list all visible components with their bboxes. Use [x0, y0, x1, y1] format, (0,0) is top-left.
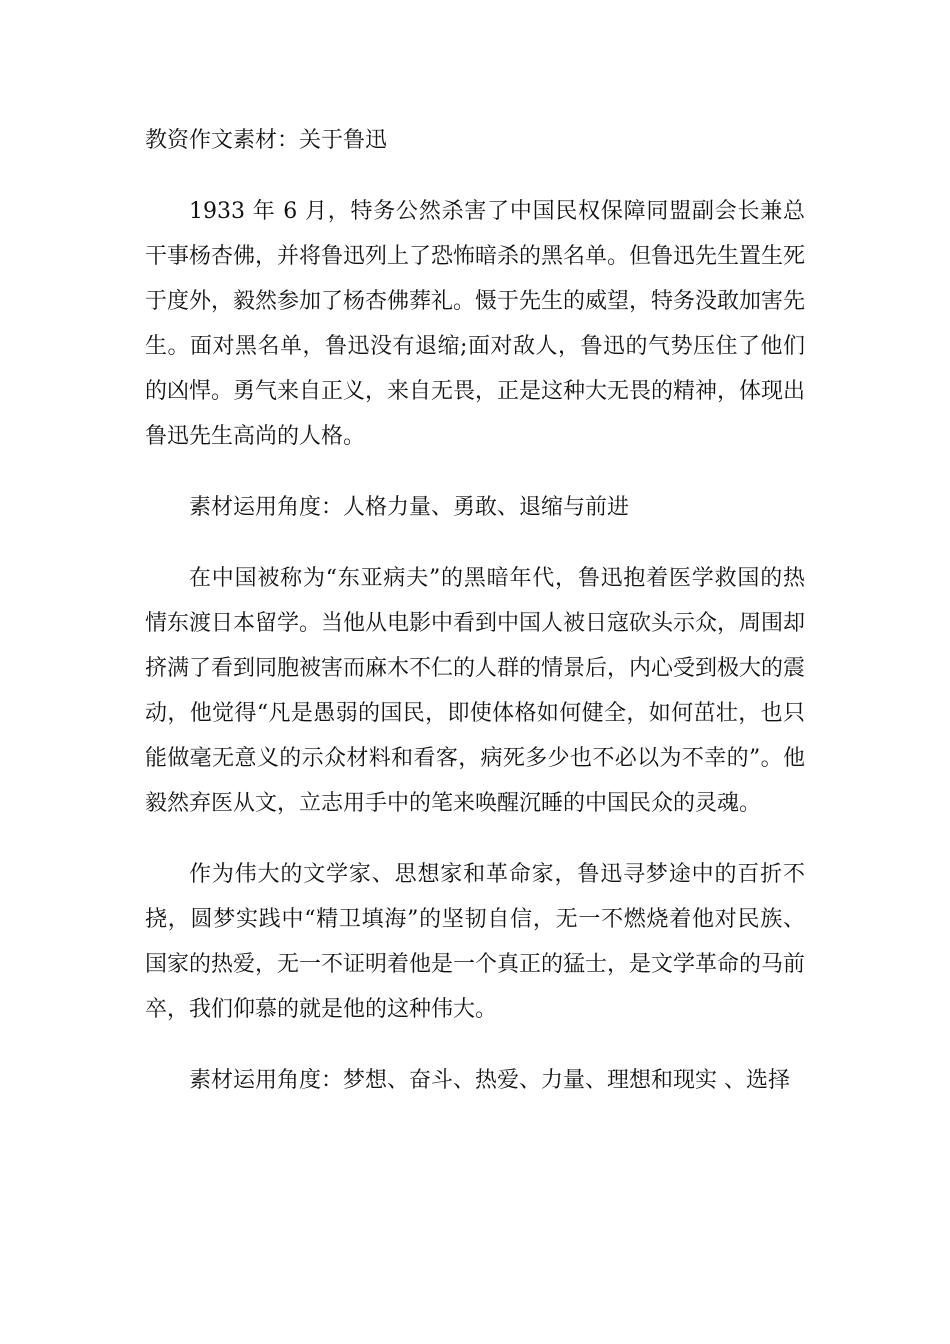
- document-title: 教资作文素材：关于鲁迅: [145, 128, 388, 153]
- usage-angle-1: 素材运用角度：人格力量、勇敢、退缩与前进: [189, 495, 630, 520]
- paragraph-yang-xingfo: 1933 年 6 月，特务公然杀害了中国民权保障同盟副会长兼总干事杨杏佛，并将鲁迅列上了恐怖暗杀的黑名单。但鲁迅先生置生死于度外，毅然参加了杨杏佛葬礼。慑于先生的威望，特务没敢加害先生。面对黑名单，鲁迅没有退缩;面对敌人，鲁迅的气势压住了他们的凶悍。勇气来自正义，来自无畏，正是这种大无畏的精神，体现出鲁迅先生高尚的人格。: [145, 199, 806, 449]
- document-body: [145, 118, 805, 1129]
- paragraph-great-writer: 作为伟大的文学家、思想家和革命家，鲁迅寻梦途中的百折不挠，圆梦实践中“精卫填海”的坚韧自信，无一不燃烧着他对民族、国家的热爱，无一不证明着他是一个真正的猛士，是文学革命的马前卒，我们仰慕的就是他的这种伟大。: [145, 862, 806, 1022]
- paragraph-abandon-medicine: 在中国被称为“东亚病夫”的黑暗年代，鲁迅抱着医学救国的热情东渡日本留学。当他从电影中看到中国人被日寇砍头示众，周围却挤满了看到同胞被害而麻木不仁的人群的情景后，内心受到极大的震动，他觉得“凡是愚弱的国民，即使体格如何健全，如何茁壮，也只能做毫无意义的示众材料和看客，病死多少也不必以为不幸的”。他毅然弃医从文，立志用手中的笔来唤醒沉睡的中国民众的灵魂。: [145, 566, 806, 816]
- usage-angle-2: 素材运用角度：梦想、奋斗、热爱、力量、理想和现实 、选择: [189, 1068, 790, 1093]
